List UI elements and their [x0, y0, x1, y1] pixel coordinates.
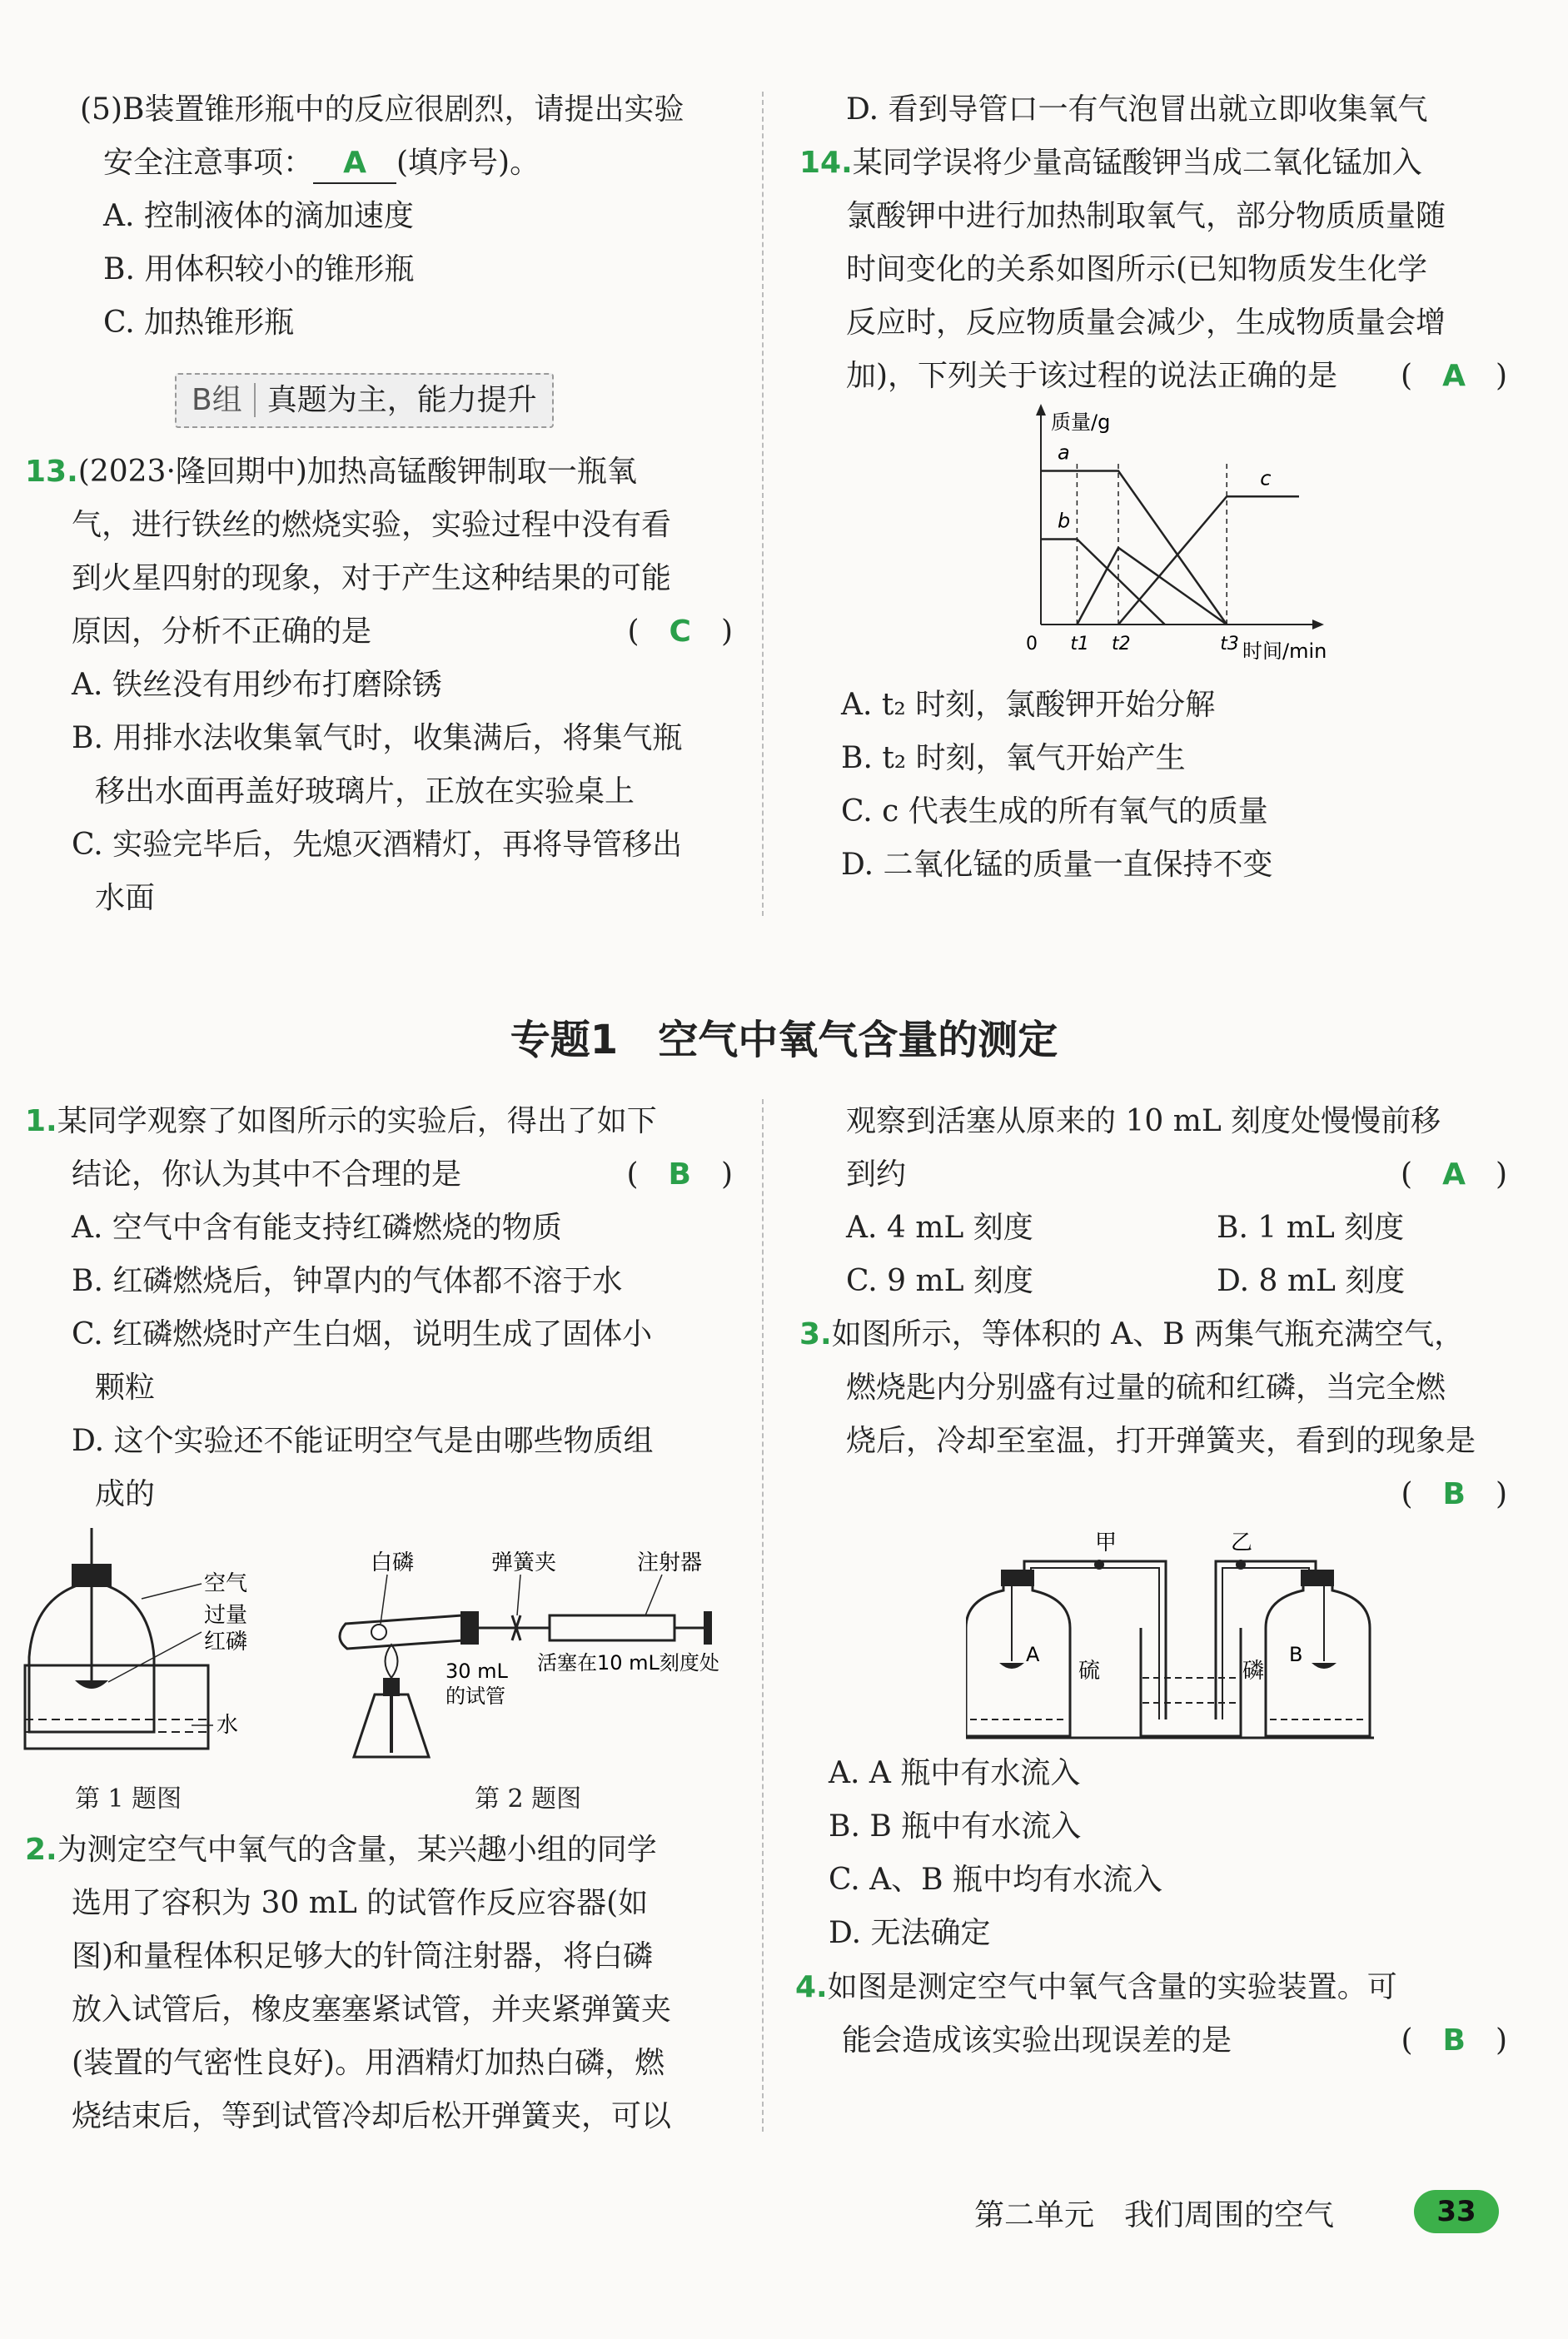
fig1-caption: 第 1 题图: [75, 1784, 182, 1814]
q13-optC1: C. 实验完毕后，先熄灭酒精灯，再将导管移出: [72, 828, 683, 862]
q14-options: [841, 679, 1507, 892]
fig2-clamp-label: 弹簧夹: [491, 1550, 557, 1575]
s2-optA: A. 4 mL 刻度: [846, 1211, 1033, 1245]
fig1-redp-label: 红磷: [204, 1630, 248, 1655]
fig3-tube-a: [1024, 1561, 1166, 1719]
s4-answer-bracket: ( B ): [1401, 2023, 1507, 2058]
s3-line1: 如图所示，等体积的 A、B 两集气瓶充满空气，: [831, 1317, 1465, 1351]
chart-x-arrow: [1312, 620, 1324, 630]
q13-number: 13.: [25, 455, 78, 489]
q13-answer: C: [669, 615, 691, 649]
s2-line2: 选用了容积为 30 mL 的试管作反应容器(如: [72, 1886, 649, 1920]
s2-block: [25, 1824, 733, 2143]
s2-answer: A: [1442, 1157, 1466, 1192]
s2-answer-bracket: ( A ): [1401, 1157, 1507, 1192]
q13-line4: [25, 605, 733, 659]
s3-number: 3.: [799, 1317, 832, 1351]
group-text: 真题为主，能力提升: [266, 383, 537, 417]
fig3-a-label: A: [1026, 1643, 1040, 1666]
q13-optB1: B. 用排水法收集氧气时，收集满后，将集气瓶: [72, 721, 683, 755]
s2-opts-row1: [799, 1202, 1507, 1255]
fig3-b-label: B: [1289, 1643, 1303, 1666]
q14-optB: B. t₂ 时刻，氧气开始产生: [841, 741, 1186, 775]
q13-optD: D. 看到导管口一有气泡冒出就立即收集氧气: [846, 92, 1428, 127]
s4-answer: B: [1442, 2023, 1466, 2058]
fig1-water-label: 水: [217, 1713, 239, 1738]
s1-answer: B: [668, 1157, 691, 1192]
fig1-air-label: 空气: [204, 1571, 248, 1596]
fig1-air-leader: [142, 1584, 202, 1599]
fig2-clamp-leader: [517, 1575, 520, 1615]
footer-unit: 第二单元 我们周围的空气: [974, 2198, 1335, 2232]
figure-3: [966, 1528, 1382, 1744]
group-label: B组: [192, 383, 256, 417]
fig3-beaker: [1141, 1628, 1241, 1736]
s1-optD1: D. 这个实验还不能证明空气是由哪些物质组: [72, 1424, 654, 1458]
fig3-clamp-jia: [1094, 1560, 1104, 1570]
q14-line3: 时间变化的关系如图所示(已知物质发生化学: [846, 252, 1428, 286]
fig2-piston-label: 活塞在10 mL刻度处: [537, 1651, 719, 1675]
q14-answer: A: [1442, 359, 1466, 393]
fig2-tube-label2: 的试管: [446, 1685, 505, 1708]
page-number: 33: [1414, 2190, 1499, 2233]
chart-series-label-c: c: [1260, 466, 1272, 490]
fig3-yi-label: 乙: [1231, 1530, 1253, 1555]
fig2-white-phosphorus: [371, 1625, 386, 1640]
q13-line1: (2023·隆回期中)加热高锰酸钾制取一瓶氧: [77, 455, 637, 489]
q13-optC2: 水面: [95, 881, 156, 915]
q12-5-optA: A. 控制液体的滴加速度: [103, 199, 414, 233]
q12-5-line2b: (填序号)。: [396, 146, 540, 180]
s2-line1: 为测定空气中氧气的含量，某兴趣小组的同学: [57, 1833, 657, 1867]
s2-opts-row2: [799, 1255, 1507, 1308]
fig3-clamp-yi: [1236, 1560, 1246, 1570]
fig3-bottle-a: [966, 1578, 1070, 1736]
fig2-syringe-label: 注射器: [637, 1550, 703, 1575]
s3-line2: 燃烧匙内分别盛有过量的硫和红磷，当完全燃: [846, 1371, 1446, 1405]
chart-series-label-b: b: [1058, 509, 1071, 533]
s2-line8: 到约: [846, 1157, 907, 1192]
q13-line3: 到火星四射的现象，对于产生这种结果的可能: [72, 561, 672, 595]
q14-optD: D. 二氧化锰的质量一直保持不变: [841, 848, 1273, 882]
fig2-plunger-head: [704, 1611, 712, 1645]
s2-optB: B. 1 mL 刻度: [1217, 1211, 1405, 1245]
s2-line4: 放入试管后，橡皮塞塞紧试管，并夹紧弹簧夹: [72, 1993, 672, 2027]
chart-x-tick-0: 0: [1026, 634, 1038, 654]
fig1-excess-label: 过量: [204, 1603, 248, 1628]
q12-5-optB: B. 用体积较小的锥形瓶: [103, 252, 415, 286]
q14-answer-bracket: ( A ): [1401, 359, 1507, 393]
s1-line1: 某同学观察了如图所示的实验后，得出了如下: [57, 1104, 657, 1138]
fig2-caption: 第 2 题图: [475, 1784, 582, 1814]
chart-x-tick-3: t3: [1220, 634, 1239, 654]
s2-line5: (装置的气密性良好)。用酒精灯加热白磷，燃: [72, 2046, 665, 2080]
q13-line2: 气，进行铁丝的燃烧实验，实验过程中没有看: [72, 508, 672, 542]
fig3-bottle-b: [1266, 1578, 1370, 1736]
s2-optC: C. 9 mL 刻度: [846, 1264, 1033, 1298]
s3-optC: C. A、B 瓶中均有水流入: [829, 1863, 1163, 1897]
q14-line4: 反应时，反应物质量会减少，生成物质量会增: [846, 306, 1446, 340]
figure-2: [329, 1545, 745, 1778]
fig3-jia-label: 甲: [1095, 1530, 1118, 1555]
s1-line2: 结论，你认为其中不合理的是: [72, 1157, 462, 1192]
column-divider-top: [762, 92, 764, 916]
fig3-spoon-a: [999, 1663, 1024, 1669]
column-divider-bottom: [762, 1099, 764, 2132]
fig2-lamp-neck: [383, 1678, 400, 1696]
chart-xlabel: 时间/min: [1242, 639, 1327, 663]
q12-5-line2a: 安全注意事项：: [103, 146, 314, 180]
chart-series-a: [1041, 471, 1227, 625]
s1-optA: A. 空气中含有能支持红磷燃烧的物质: [72, 1211, 562, 1245]
q14-line2: 氯酸钾中进行加热制取氧气，部分物质质量随: [846, 199, 1446, 233]
s4-number: 4.: [795, 1970, 828, 2004]
s3-answer-bracket: ( B ): [1401, 1477, 1507, 1511]
s1-block: [25, 1095, 733, 1521]
q14-number: 14.: [799, 146, 853, 180]
q13-optA: A. 铁丝没有用纱布打磨除锈: [72, 668, 442, 702]
s3-line3: 烧后，冷却至室温，打开弹簧夹，看到的现象是: [846, 1424, 1476, 1458]
q13-optB2: 移出水面再盖好玻璃片，正放在实验桌上: [95, 774, 635, 809]
topic-title: 专题1 空气中氧气含量的测定: [510, 1017, 1058, 1063]
fig3-spoon-b: [1312, 1663, 1337, 1669]
q12-5-line1: (5)B装置锥形瓶中的反应很剧烈，请提出实验: [80, 92, 684, 127]
s3-optA: A. A 瓶中有水流入: [829, 1756, 1081, 1790]
s2-line3: 图)和量程体积足够大的针筒注射器，将白磷: [72, 1939, 654, 1973]
s2-continued: [799, 1095, 1507, 1521]
s1-number: 1.: [25, 1104, 57, 1138]
chart-y-arrow: [1036, 404, 1046, 416]
s1-optD2: 成的: [95, 1477, 156, 1511]
q14-optA: A. t₂ 时刻，氯酸钾开始分解: [841, 688, 1216, 722]
fig2-whitep-leader: [381, 1575, 387, 1624]
fig2-whitep-label: 白磷: [371, 1550, 415, 1575]
q13-line4-text: 原因，分析不正确的是: [72, 615, 372, 649]
q14-line1: 某同学误将少量高锰酸钾当成二氧化锰加入: [852, 146, 1422, 180]
q14-optC: C. c 代表生成的所有氧气的质量: [841, 794, 1268, 829]
s4-line1: 如图是测定空气中氧气含量的实验装置。可: [827, 1970, 1397, 2004]
group-b-label-box: [175, 373, 554, 428]
s2-number: 2.: [25, 1833, 57, 1867]
fig2-syringe-leader: [645, 1575, 662, 1615]
figure-1: [17, 1524, 300, 1765]
chart-ylabel: 质量/g: [1051, 411, 1111, 434]
chart-series-label-a: a: [1058, 440, 1070, 465]
fig2-tube-label1: 30 mL: [446, 1660, 508, 1683]
q14-line5: 加)，下列关于该过程的说法正确的是: [846, 359, 1338, 393]
s4-line2: 能会造成该实验出现误差的是: [842, 2023, 1232, 2058]
fig2-syringe-barrel: [550, 1615, 674, 1640]
s3-optD: D. 无法确定: [829, 1916, 991, 1950]
s3-options: [829, 1747, 1507, 1960]
fig2-flame: [386, 1645, 398, 1678]
s1-optC2: 颗粒: [95, 1371, 156, 1405]
s4-block: [795, 1961, 1507, 2068]
s2-line7: 观察到活塞从原来的 10 mL 刻度处慢慢前移: [846, 1104, 1441, 1138]
s1-optB: B. 红磷燃烧后，钟罩内的气体都不溶于水: [72, 1264, 623, 1298]
fig2-test-tube: [340, 1615, 464, 1649]
s1-optC1: C. 红磷燃烧时产生白烟，说明生成了固体小: [72, 1317, 653, 1351]
fig1-spoon: [75, 1680, 108, 1689]
q13-block: [25, 445, 733, 925]
fig2-stopper: [460, 1611, 479, 1645]
chart-series-b: [1041, 540, 1165, 625]
q12-5-line2: [33, 137, 733, 190]
chart-x-tick-1: t1: [1070, 634, 1090, 654]
q12-5-optC: C. 加热锥形瓶: [103, 306, 295, 340]
s3-optB: B. B 瓶中有水流入: [829, 1809, 1082, 1844]
fig3-p-label: 磷: [1242, 1659, 1265, 1684]
s3-answer: B: [1442, 1477, 1466, 1511]
fig3-s-label: 硫: [1078, 1659, 1101, 1684]
q12-5-answer: A: [313, 144, 396, 184]
s1-answer-bracket: ( B ): [626, 1157, 733, 1192]
s2-line6: 烧结束后，等到试管冷却后松开弹簧夹，可以: [72, 2099, 672, 2133]
mass-time-chart: [999, 404, 1349, 679]
q13-answer-bracket: ( C ): [627, 615, 733, 649]
right-col-top: [799, 83, 1507, 403]
chart-x-tick-2: t2: [1112, 634, 1131, 654]
left-col-top: [33, 83, 733, 350]
s2-optD: D. 8 mL 刻度: [1217, 1264, 1406, 1298]
fig3-stopper-b: [1301, 1570, 1334, 1586]
fig3-stopper-a: [1001, 1570, 1034, 1586]
